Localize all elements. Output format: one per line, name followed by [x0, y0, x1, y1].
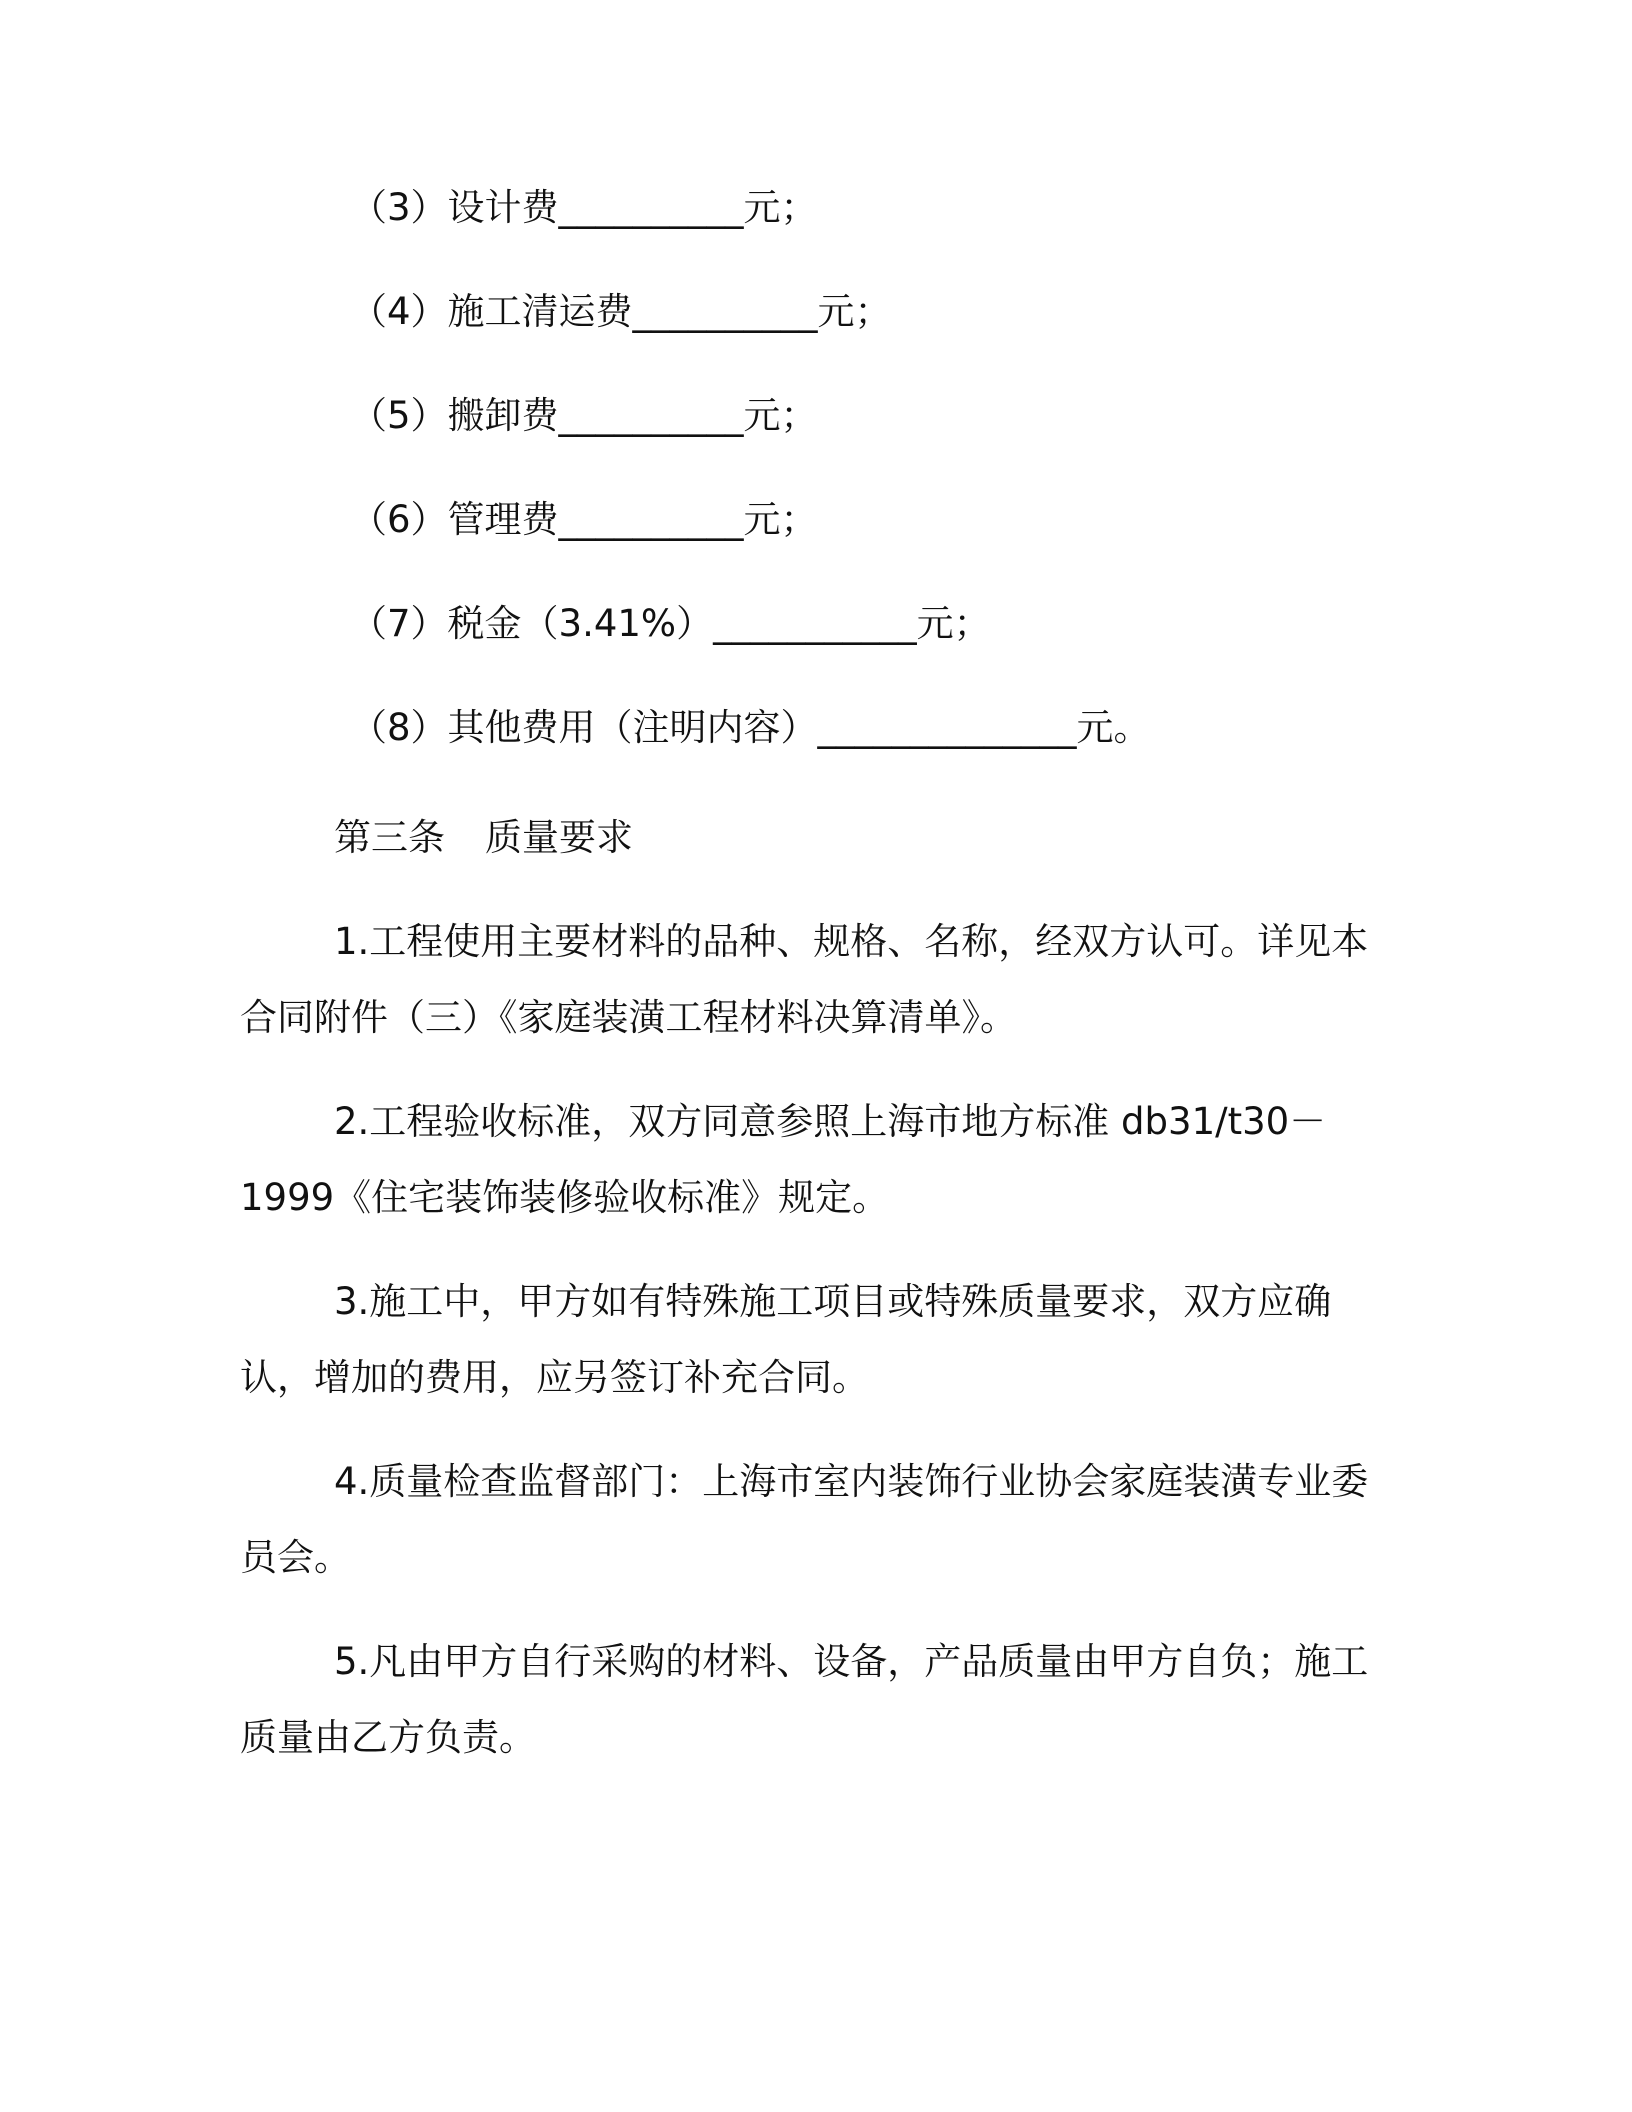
article-heading [334, 816, 633, 860]
article-title: 质量要求 [485, 816, 633, 859]
article-number: 第三条 [334, 816, 445, 859]
fee-item-cleanup: （4）施工清运费__________元； [350, 290, 892, 333]
clause-materials: 1.工程使用主要材料的品种、规格、名称，经双方认可。详见本合同附件（三）《家庭装潢工程材料决算清单》。 [240, 920, 1369, 1039]
fee-item-other: （8）其他费用（注明内容）______________元。 [350, 706, 1151, 749]
fee-list [350, 188, 1151, 812]
fee-item-design: （3）设计费__________元； [350, 186, 818, 229]
fee-item-tax: （7）税金（3.41%）___________元； [350, 602, 991, 645]
fee-item-management: （6）管理费__________元； [350, 498, 818, 541]
fee-item-handling: （5）搬卸费__________元； [350, 394, 818, 437]
clause-special-requirements: 3.施工中，甲方如有特殊施工项目或特殊质量要求，双方应确认，增加的费用，应另签订补充合同。 [240, 1280, 1332, 1399]
clause-acceptance-standard: 2.工程验收标准，双方同意参照上海市地方标准 db31/t30－1999《住宅装饰装修验收标准》规定。 [240, 1100, 1327, 1219]
clause-responsibility: 5.凡由甲方自行采购的材料、设备，产品质量由甲方自负；施工质量由乙方负责。 [240, 1640, 1369, 1759]
clause-supervision: 4.质量检查监督部门：上海市室内装饰行业协会家庭装潢专业委员会。 [240, 1460, 1369, 1579]
